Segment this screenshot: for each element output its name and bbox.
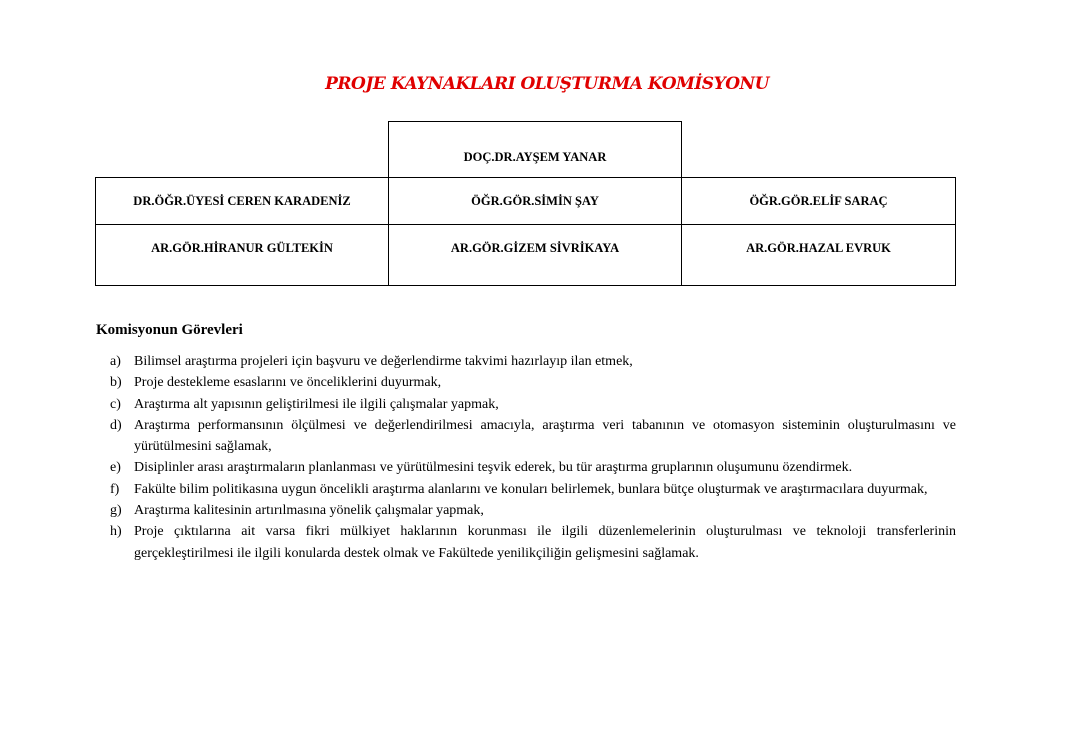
list-marker: a) xyxy=(110,354,121,369)
list-item-text: Araştırma performansının ölçülmesi ve değerlendirilmesi amacıyla, araştırma veri tabanının ve otomasyon sisteminin oluşturulmasını ve yürütülmesini sağlamak, xyxy=(134,417,956,455)
list-marker: h) xyxy=(110,524,122,540)
member-cell xyxy=(95,224,389,286)
list-item-text: Fakülte bilim politikasına uygun öncelikli araştırma alanlarını ve konuları belirlemek, bunlara bütçe oluşturmak ve araştırmacılara duyurmak, xyxy=(134,481,928,497)
list-item xyxy=(110,500,956,521)
member-name: DOÇ.DR.AYŞEM YANAR xyxy=(463,150,607,164)
list-item-text: Disiplinler arası araştırmaların planlanması ve yürütülmesini teşvik ederek, bu tür araştırma gruplarının oluşumunu özendirmek. xyxy=(134,460,853,476)
list-item-text: Araştırma alt yapısının geliştirilmesi ile ilgili çalışmalar yapmak, xyxy=(134,396,499,412)
member-cell xyxy=(95,177,389,225)
list-item-text: Proje çıktılarına ait varsa fikri mülkiyet haklarının korunması ile ilgili düzenlemelerinin oluşturulması ve teknoloji transferlerinin gerçekleştirilmesi ile ilgili konularda destek olmak ve Fakültede yenilikçiliğin gelişmesini sağlamak. xyxy=(134,524,956,561)
list-item xyxy=(110,351,956,372)
list-item xyxy=(110,457,956,478)
member-name: AR.GÖR.HİRANUR GÜLTEKİN xyxy=(151,241,333,255)
member-cell xyxy=(681,224,956,286)
list-item-text: Araştırma kalitesinin artırılmasına yönelik çalışmalar yapmak, xyxy=(134,503,484,519)
list-item-text: Proje destekleme esaslarını ve önceliklerini duyurmak, xyxy=(134,375,442,391)
list-item-text: Bilimsel araştırma projeleri için başvuru ve değerlendirme takvimi hazırlayıp ilan etmek, xyxy=(134,354,633,369)
member-cell xyxy=(388,224,682,286)
list-item xyxy=(110,372,956,393)
member-cell xyxy=(681,177,956,225)
page-title: PROJE KAYNAKLARI OLUŞTURMA KOMİSYONU xyxy=(325,74,769,94)
member-name: AR.GÖR.HAZAL EVRUK xyxy=(746,241,891,255)
member-cell xyxy=(388,177,682,225)
list-marker: g) xyxy=(110,503,122,519)
list-item xyxy=(110,394,956,415)
list-marker: c) xyxy=(110,396,121,412)
list-marker: e) xyxy=(110,460,121,476)
list-item xyxy=(110,415,956,458)
member-name: ÖĞR.GÖR.ELİF SARAÇ xyxy=(749,194,888,208)
member-name: ÖĞR.GÖR.SİMİN ŞAY xyxy=(471,194,599,208)
duties-list xyxy=(110,351,956,564)
list-marker: d) xyxy=(110,417,122,433)
member-name: AR.GÖR.GİZEM SİVRİKAYA xyxy=(450,241,620,255)
list-item xyxy=(110,479,956,500)
list-marker: f) xyxy=(110,481,120,497)
member-name: DR.ÖĞR.ÜYESİ CEREN KARADENİZ xyxy=(133,194,351,208)
list-marker: b) xyxy=(110,375,122,391)
member-cell-head xyxy=(388,121,682,178)
list-item xyxy=(110,521,956,564)
duties-heading: Komisyonun Görevleri xyxy=(96,322,243,338)
